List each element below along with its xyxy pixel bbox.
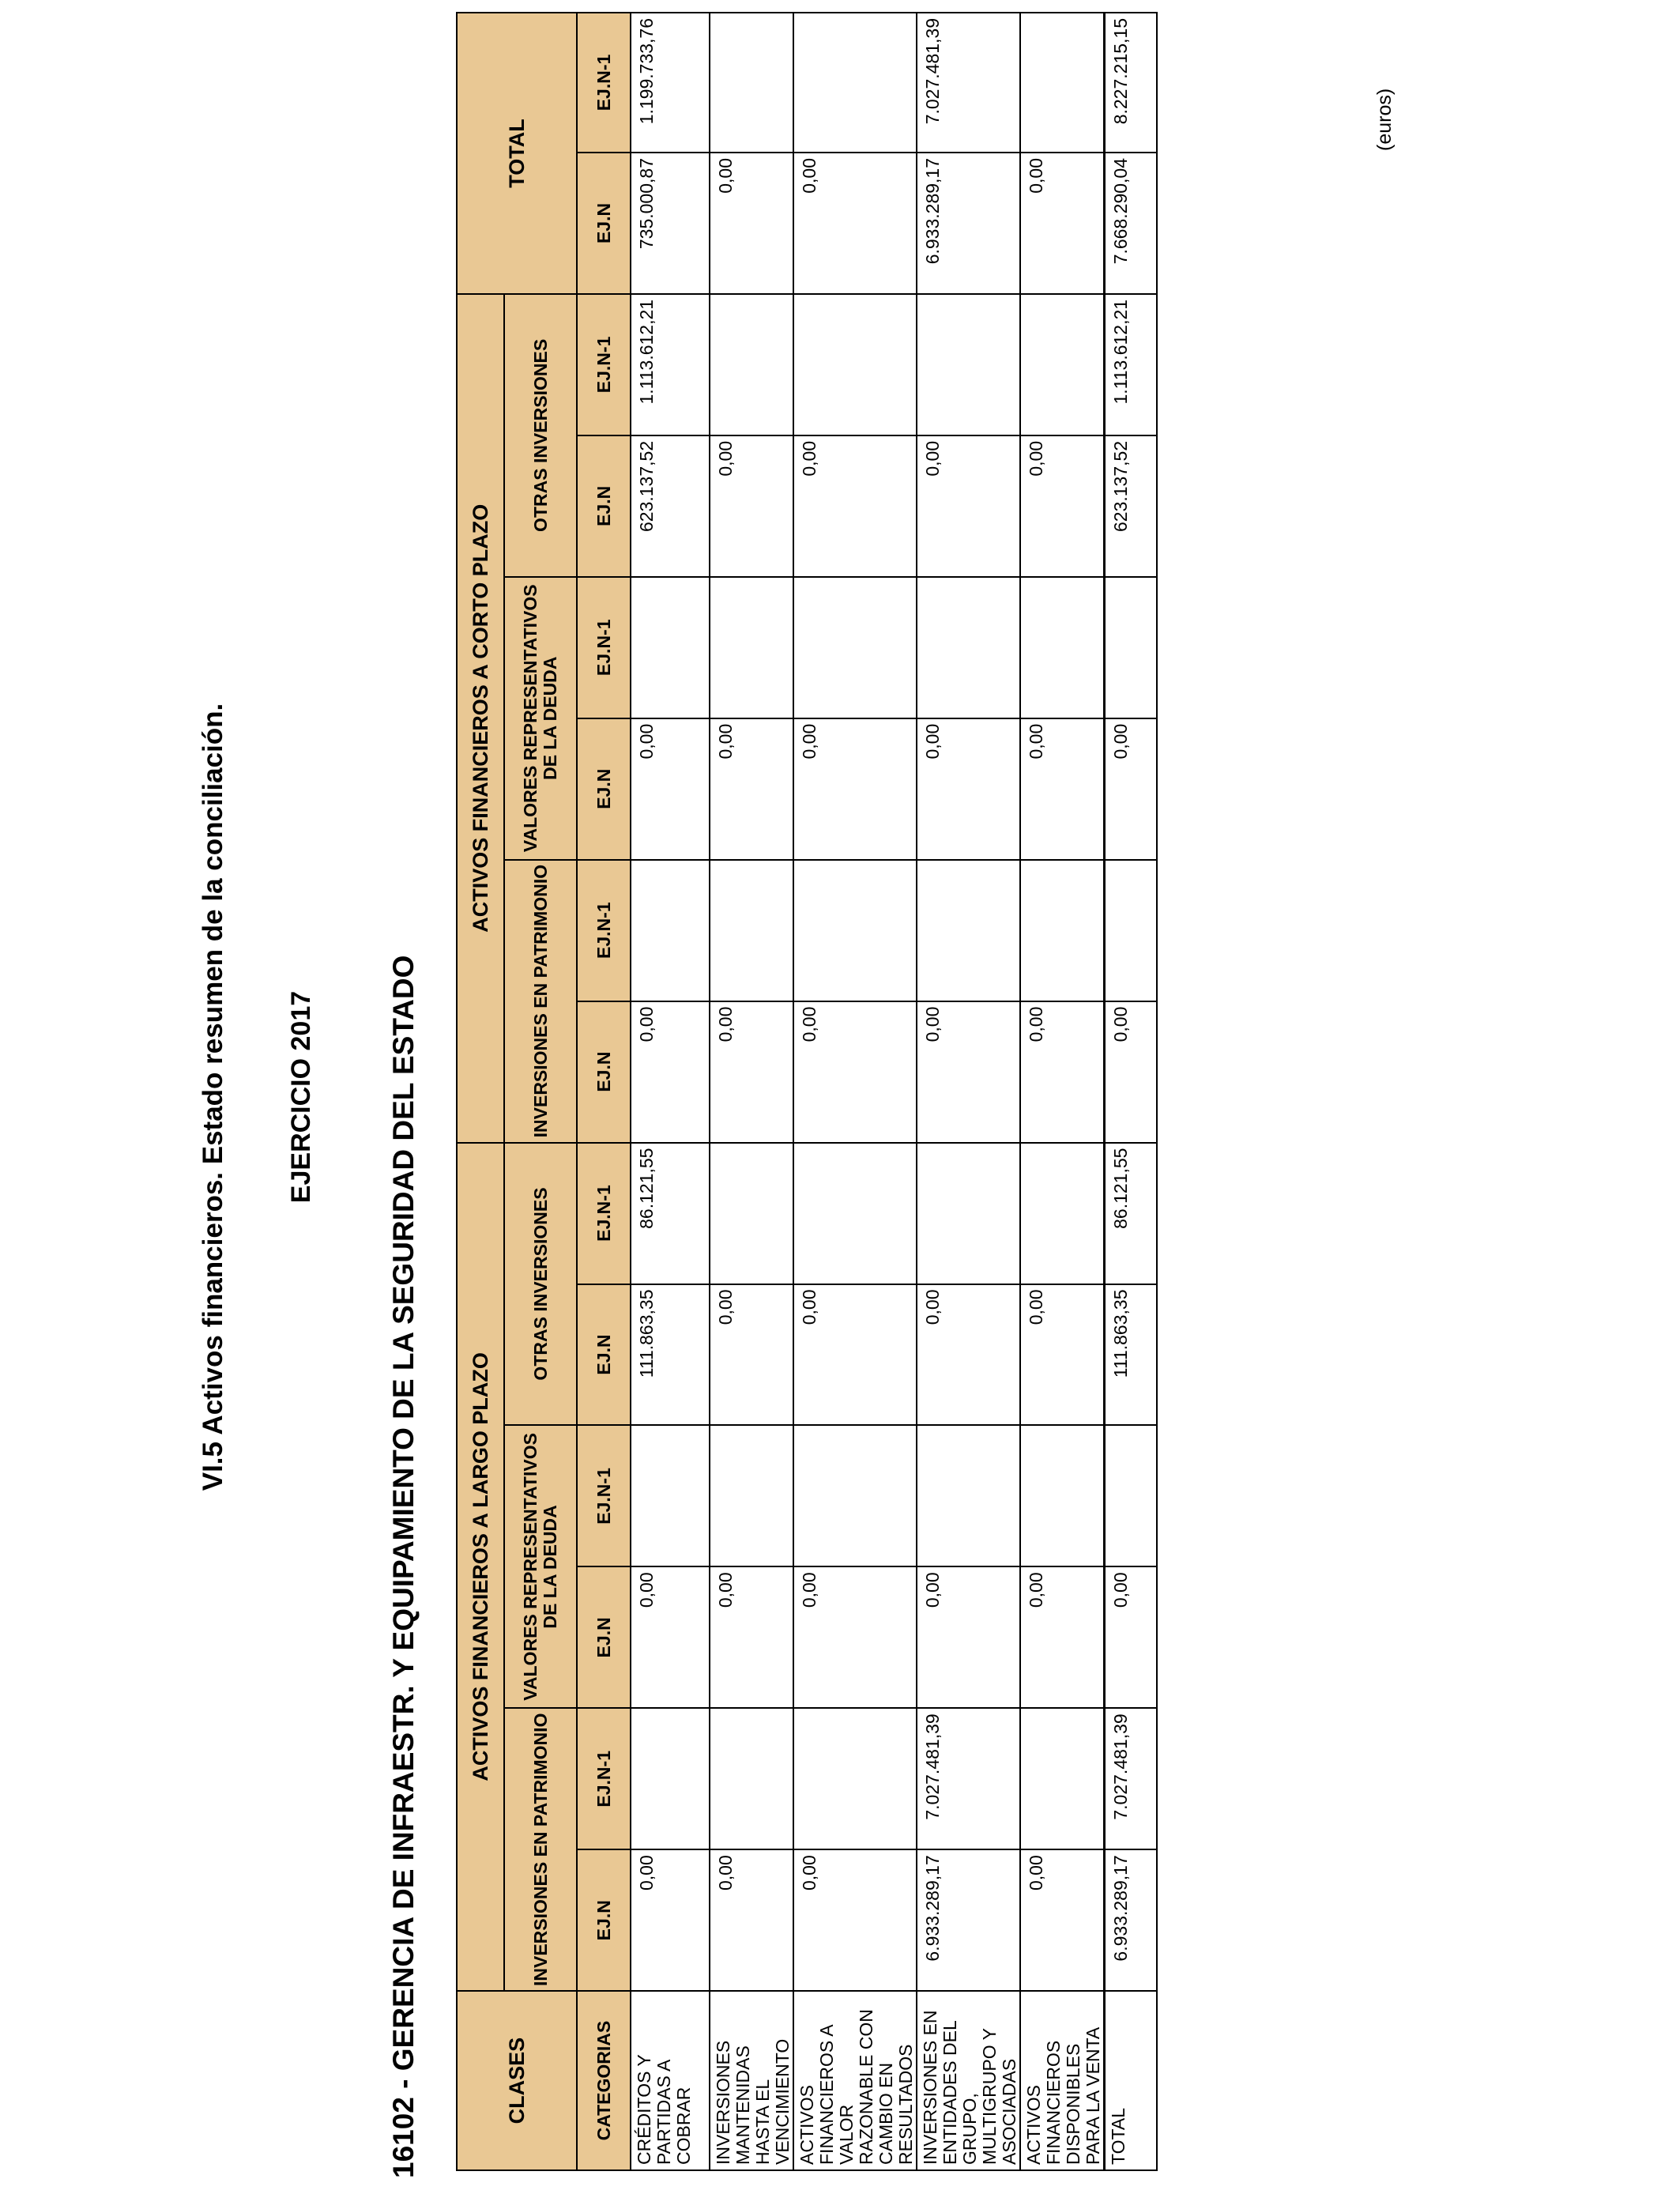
value-cell [631, 577, 710, 718]
category-label: TOTAL [1105, 1991, 1158, 2170]
category-label: CRÉDITOS Y PARTIDAS A COBRAR [631, 1991, 710, 2170]
value-cell: 0,00 [1020, 1566, 1105, 1708]
value-cell: 0,00 [1020, 435, 1105, 577]
value-cell: 0,00 [793, 1566, 917, 1708]
value-cell [710, 577, 793, 718]
table-row [793, 13, 917, 2170]
subgroup-header: VALORES REPRESENTATIVOS DE LA DEUDA [504, 577, 577, 860]
value-cell: 6.933.289,17 [917, 153, 1020, 294]
value-cell [1020, 1143, 1105, 1284]
value-cell: 0,00 [917, 435, 1020, 577]
value-cell: 1.113.612,21 [631, 294, 710, 435]
value-cell: 8.227.215,15 [1105, 13, 1158, 153]
value-cell: 111.863,35 [631, 1284, 710, 1426]
category-label: INVERSIONES EN ENTIDADES DEL GRUPO, MULTIGRUPO Y ASOCIADAS [917, 1991, 1020, 2170]
value-cell [793, 294, 917, 435]
exercise-year: EJERCICIO 2017 [286, 990, 316, 1204]
value-cell: 0,00 [1020, 1001, 1105, 1143]
clases-header: CLASES [457, 1991, 577, 2170]
value-cell: 0,00 [793, 1284, 917, 1426]
value-cell: 7.668.290,04 [1105, 153, 1158, 294]
value-cell [1020, 294, 1105, 435]
column-label: EJ.N-1 [577, 1708, 631, 1849]
value-cell [631, 1425, 710, 1566]
column-label: EJ.N [577, 1001, 631, 1143]
column-label: EJ.N [577, 1284, 631, 1426]
value-cell [793, 1143, 917, 1284]
column-label: EJ.N [577, 1849, 631, 1991]
value-cell [793, 860, 917, 1001]
value-cell [710, 1708, 793, 1849]
value-cell: 0,00 [793, 1849, 917, 1991]
value-cell [917, 294, 1020, 435]
value-cell: 0,00 [710, 718, 793, 860]
column-label: EJ.N [577, 153, 631, 294]
value-cell: 623.137,52 [1105, 435, 1158, 577]
value-cell: 0,00 [710, 1566, 793, 1708]
value-cell [1105, 1425, 1158, 1566]
value-cell: 0,00 [710, 1849, 793, 1991]
group-header-total: TOTAL [457, 13, 577, 294]
total-row [1105, 13, 1158, 2170]
value-cell: 623.137,52 [631, 435, 710, 577]
value-cell: 111.863,35 [1105, 1284, 1158, 1426]
value-cell [917, 577, 1020, 718]
value-cell: 0,00 [1020, 1284, 1105, 1426]
value-cell [793, 1708, 917, 1849]
value-cell: 0,00 [917, 1284, 1020, 1426]
subgroup-header: VALORES REPRESENTATIVOS DE LA DEUDA [504, 1425, 577, 1708]
table-row [917, 13, 1020, 2170]
subgroup-header: INVERSIONES EN PATRIMONIO [504, 1708, 577, 1991]
value-cell [631, 860, 710, 1001]
value-cell: 0,00 [631, 1849, 710, 1991]
table-row [631, 13, 710, 2170]
value-cell: 0,00 [710, 1001, 793, 1143]
value-cell: 0,00 [793, 153, 917, 294]
column-label: EJ.N-1 [577, 1425, 631, 1566]
value-cell [1020, 1708, 1105, 1849]
value-cell [917, 1143, 1020, 1284]
value-cell: 0,00 [917, 718, 1020, 860]
value-cell [1020, 13, 1105, 153]
value-cell [710, 13, 793, 153]
value-cell: 0,00 [710, 435, 793, 577]
group-header-long-term: ACTIVOS FINANCIEROS A LARGO PLAZO [457, 1143, 504, 1992]
column-label: EJ.N-1 [577, 1143, 631, 1284]
report-title: VI.5 Activos financieros. Estado resumen de la conciliación. [198, 703, 228, 1491]
value-cell [917, 1425, 1020, 1566]
units-label: (euros) [1373, 88, 1396, 151]
column-label: EJ.N [577, 718, 631, 860]
subgroup-header: INVERSIONES EN PATRIMONIO [504, 860, 577, 1143]
value-cell [710, 1425, 793, 1566]
category-label: ACTIVOS FINANCIEROS DISPONIBLES PARA LA VENTA [1020, 1991, 1105, 2170]
value-cell [1020, 860, 1105, 1001]
subgroup-header: OTRAS INVERSIONES [504, 1143, 577, 1426]
value-cell: 7.027.481,39 [917, 1708, 1020, 1849]
value-cell: 6.933.289,17 [917, 1849, 1020, 1991]
value-cell [917, 860, 1020, 1001]
value-cell: 0,00 [631, 1001, 710, 1143]
value-cell [793, 13, 917, 153]
value-cell: 0,00 [793, 1001, 917, 1143]
entity-name: 16102 - GERENCIA DE INFRAESTR. Y EQUIPAMIENTO DE LA SEGURIDAD DEL ESTADO [387, 955, 420, 2178]
value-cell: 1.199.733,76 [631, 13, 710, 153]
group-header-short-term: ACTIVOS FINANCIEROS A CORTO PLAZO [457, 294, 504, 1143]
value-cell: 6.933.289,17 [1105, 1849, 1158, 1991]
value-cell: 0,00 [793, 718, 917, 860]
value-cell: 0,00 [917, 1001, 1020, 1143]
category-label: INVERSIONES MANTENIDAS HASTA EL VENCIMIENTO [710, 1991, 793, 2170]
value-cell: 0,00 [793, 435, 917, 577]
value-cell: 0,00 [1020, 718, 1105, 860]
value-cell: 1.113.612,21 [1105, 294, 1158, 435]
value-cell: 7.027.481,39 [917, 13, 1020, 153]
column-label: EJ.N [577, 435, 631, 577]
value-cell: 7.027.481,39 [1105, 1708, 1158, 1849]
column-label: EJ.N-1 [577, 13, 631, 153]
value-cell: 86.121,55 [631, 1143, 710, 1284]
table-row [1020, 13, 1105, 2170]
value-cell [793, 1425, 917, 1566]
value-cell [710, 1143, 793, 1284]
subgroup-header: OTRAS INVERSIONES [504, 294, 577, 577]
value-cell [1105, 860, 1158, 1001]
reconciliation-table [456, 12, 1158, 2171]
value-cell [710, 294, 793, 435]
value-cell: 0,00 [710, 1284, 793, 1426]
column-label: EJ.N-1 [577, 860, 631, 1001]
value-cell: 0,00 [1105, 1566, 1158, 1708]
value-cell [1105, 577, 1158, 718]
value-cell: 0,00 [1020, 153, 1105, 294]
value-cell [1020, 1425, 1105, 1566]
table-row [710, 13, 793, 2170]
column-label: EJ.N [577, 1566, 631, 1708]
column-label: EJ.N-1 [577, 577, 631, 718]
value-cell: 0,00 [631, 1566, 710, 1708]
value-cell: 86.121,55 [1105, 1143, 1158, 1284]
value-cell [1020, 577, 1105, 718]
category-label: ACTIVOS FINANCIEROS A VALOR RAZONABLE CON CAMBIO EN RESULTADOS [793, 1991, 917, 2170]
value-cell [710, 860, 793, 1001]
value-cell: 0,00 [917, 1566, 1020, 1708]
value-cell: 0,00 [710, 153, 793, 294]
value-cell: 0,00 [1105, 718, 1158, 860]
categorias-header: CATEGORIAS [577, 1991, 631, 2170]
value-cell: 0,00 [1020, 1849, 1105, 1991]
value-cell [631, 1708, 710, 1849]
value-cell: 735.000,87 [631, 153, 710, 294]
column-label: EJ.N-1 [577, 294, 631, 435]
value-cell [793, 577, 917, 718]
value-cell: 0,00 [631, 718, 710, 860]
value-cell: 0,00 [1105, 1001, 1158, 1143]
